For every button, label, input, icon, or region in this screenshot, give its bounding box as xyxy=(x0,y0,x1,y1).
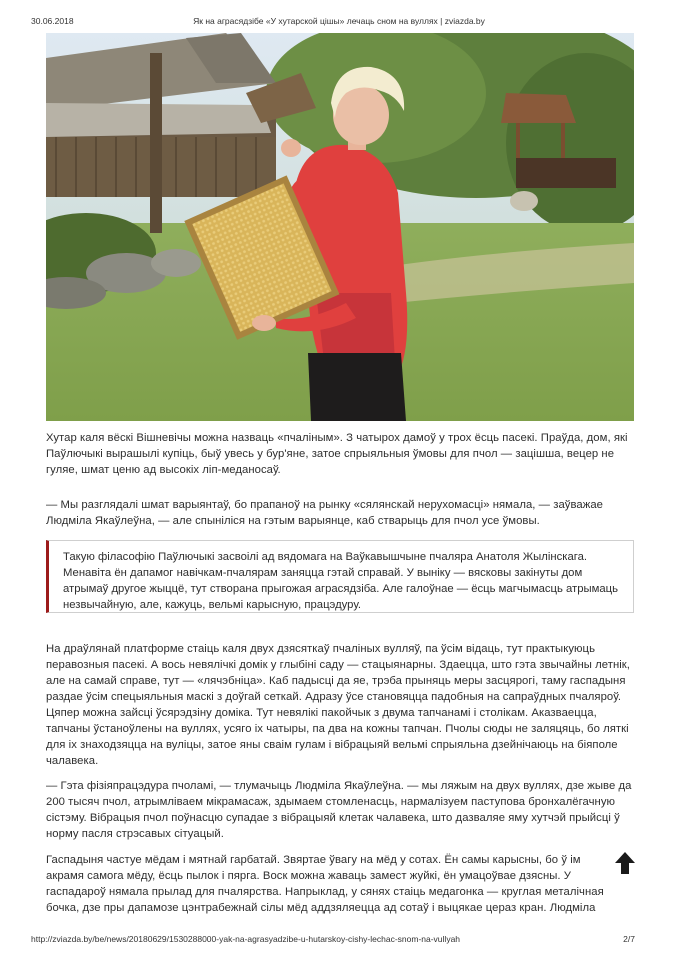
pull-quote: Такую філасофію Паўлючыкі засвоілі ад вядомага на Ваўкавышчыне пчаляра Анатоля Жылінскага. Менавіта ён дапамог навічкам-пчалярам заняцца гэтай справай. У выніку — вясковы закінуты дом атрымаў другое жыццё, тут створана прыгожая аграсядзіба. Але галоўнае — ёсць магчымасць атрымаць незвычайную, але, кажуць, вельмі карысную, працэдуру. xyxy=(46,540,634,613)
page-number: 2/7 xyxy=(623,934,635,944)
paragraph-1: — Мы разглядалі шмат варыянтаў, бо прапаноў на рынку «сялянскай нерухомасці» нямала, — заўважае Людміла Якаўлеўна, — але спыніліся на гэтым варыянце, каб стварыць для пчол усе ўмовы. xyxy=(46,499,604,527)
article-photo xyxy=(46,33,634,421)
up-arrow-icon[interactable] xyxy=(615,852,635,874)
page-title: Як на аграсядзібе «У хутарской цішы» лечаць сном на вуллях | zviazda.by xyxy=(193,16,485,26)
photo-caption: Хутар каля вёскі Вішневічы можна назваць «пчаліным». З чатырох дамоў у трох ёсць пасекі. Праўда, дом, які Паўлючыкі вырашылі купіць, быў увесь у бур'яне, затое спрыяльныя ўмовы для пчол — зацішша, вецер не гуляе, шмат ценю ад высокіх ліп-меданосаў. xyxy=(46,432,628,476)
paragraph-4: Гаспадыня частуе мёдам і мятнай гарбатай. Звяртае ўвагу на мёд у сотах. Ён самы карысны, бо ў ім акрамя самога мёду, ёсць пылок і пярга. Воск можна жаваць замест жуйкі, ён умацоўвае дзясны. У гаспадароў нямала прылад для пчалярства. Напрыклад, у сянях стаіць медагонка — круглая металічная бочка, дзе пры дапамозе цэнтрабежнай сілы мёд аддзяляецца ад сотаў і выцякае цераз кран. Людміла xyxy=(46,854,604,914)
paragraph-2: На драўлянай платформе стаіць каля двух дзясяткаў пчаліных вулляў, па ўсім відаць, тут практыкуюць перавозныя пасекі. А вось невялічкі домік у глыбіні саду — стацыянарны. Здаецца, што гэта звычайны летнік, але на самай справе, тут — «лячэбніца». Каб падысці да яе, трэба прыняць меры засцярогі, таму гаспадыня раздае ўсім спецыяльныя маскі з доўгай сеткай. Адразу ўсе становяцца падобныя на сапраўдных пчаляроў. Цяпер можна зайсці ўсярэдзіну доміка. Тут невялікі пакойчык з двума тапчанамі і столікам. Аказваецца, тапчаны ўстаноўлены на вуллях, усяго іх чатыры, па два на кожны тапчан. Пчолы сюды не заляцяць, бо ляткі для іх знаходзяцца на вуліцы, затое яны сваім гулам і вібрацыяй вельмі спрыяльна дзейнічаюць на біяполе чалавека. xyxy=(46,643,630,767)
print-date: 30.06.2018 xyxy=(31,16,74,26)
page-header xyxy=(31,16,647,28)
paragraph-3: — Гэта фізіяпрацэдура пчоламі, — тлумачыць Людміла Якаўлеўна. — мы ляжым на двух вуллях, дзе жыве да 200 тысяч пчол, атрымліваем мікрамасаж, здымаем стомленасць, нармалізуем паступова бронхалёгачную сістэму. Вібрацыя пчол поўнасцю супадае з вібрацыяй клетак чалавека, што дазваляе яму хутчэй прыйсці ў норму пасля стрэсавых сітуацый. xyxy=(46,780,632,840)
footer-url[interactable]: http://zviazda.by/be/news/20180629/1530288000-yak-na-agrasyadzibe-u-hutarskoy-cishy-lechac-snom-na-vullyah xyxy=(31,934,461,944)
